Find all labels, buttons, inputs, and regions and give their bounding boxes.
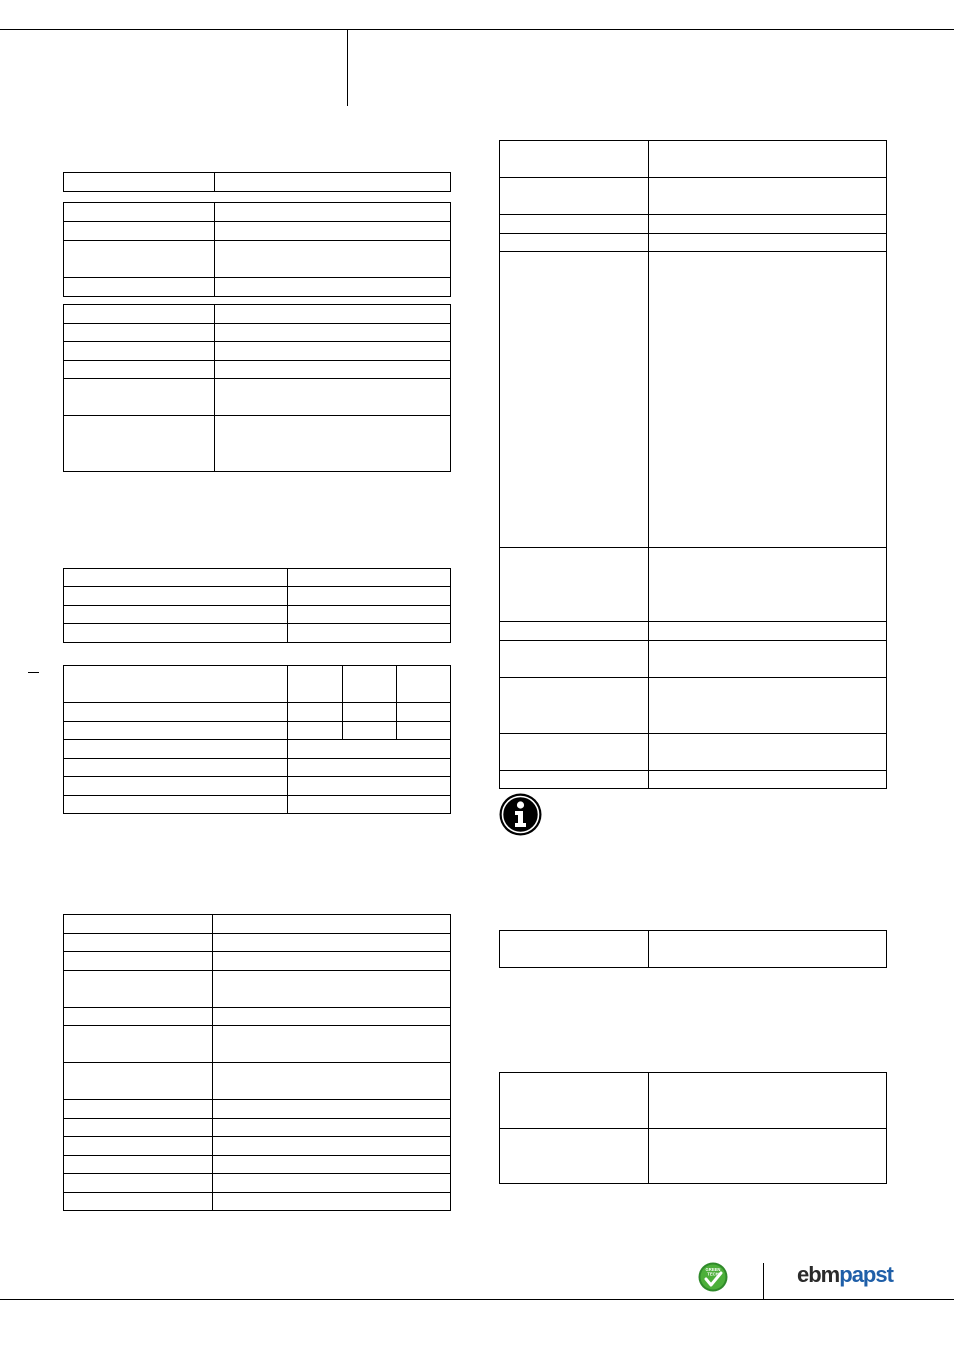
table-row bbox=[500, 1129, 887, 1184]
header-divider bbox=[347, 29, 348, 106]
table-row bbox=[64, 1008, 451, 1026]
table-row bbox=[64, 1174, 451, 1193]
info-icon bbox=[499, 793, 542, 836]
table-row bbox=[64, 1063, 451, 1100]
logo-part2: papst bbox=[839, 1262, 893, 1287]
badge-line2: TECH bbox=[707, 1271, 719, 1277]
table-row bbox=[64, 416, 451, 472]
table-row bbox=[64, 342, 451, 361]
table-row bbox=[64, 222, 451, 241]
table-row bbox=[500, 622, 887, 641]
spec-table-left-1 bbox=[63, 172, 451, 192]
table-row bbox=[64, 759, 451, 777]
table-row bbox=[64, 324, 451, 342]
spec-table-left-3 bbox=[63, 304, 451, 472]
footer-logo-divider bbox=[763, 1263, 764, 1300]
table-row bbox=[64, 703, 451, 722]
table-row bbox=[500, 1073, 887, 1129]
checkmark-badge-icon bbox=[698, 1262, 728, 1292]
spec-table-right-3 bbox=[499, 1072, 887, 1184]
table-row bbox=[64, 361, 451, 379]
table-row bbox=[64, 305, 451, 324]
table-row bbox=[64, 1100, 451, 1119]
table-row bbox=[64, 915, 451, 934]
brand-logo bbox=[797, 1261, 893, 1289]
table-row bbox=[64, 1193, 451, 1211]
table-row bbox=[500, 548, 887, 622]
table-row bbox=[64, 1137, 451, 1156]
table-row bbox=[500, 141, 887, 178]
table-row bbox=[500, 641, 887, 678]
table-row bbox=[64, 173, 451, 192]
spec-table-right-1 bbox=[499, 140, 887, 789]
table-row bbox=[500, 215, 887, 234]
table-row bbox=[64, 740, 451, 759]
badge-line1: GREEN bbox=[705, 1267, 721, 1272]
spec-table-left-4 bbox=[63, 568, 451, 643]
table-row bbox=[64, 971, 451, 1008]
table-row bbox=[64, 606, 451, 624]
footer-rule bbox=[0, 1299, 954, 1300]
spec-table-left-2 bbox=[63, 202, 451, 297]
table-row bbox=[64, 569, 451, 587]
table-row bbox=[64, 587, 451, 606]
table-row bbox=[64, 203, 451, 222]
table-row bbox=[500, 178, 887, 215]
table-row bbox=[500, 252, 887, 548]
table-row bbox=[64, 1119, 451, 1137]
spec-table-left-5 bbox=[63, 665, 451, 814]
table-row bbox=[64, 934, 451, 952]
spec-table-left-6 bbox=[63, 914, 451, 1211]
table-row bbox=[64, 1156, 451, 1174]
table-row bbox=[500, 678, 887, 734]
table-row bbox=[500, 734, 887, 771]
logo-part1: ebm bbox=[797, 1262, 840, 1287]
table-row bbox=[500, 931, 887, 968]
table-row bbox=[500, 771, 887, 789]
table-row bbox=[64, 666, 451, 703]
header-top-rule bbox=[0, 29, 954, 30]
table-row bbox=[64, 722, 451, 740]
spec-table-right-2 bbox=[499, 930, 887, 968]
table-row bbox=[500, 234, 887, 252]
table-row bbox=[64, 379, 451, 416]
table-row bbox=[64, 241, 451, 278]
table-row bbox=[64, 624, 451, 643]
table-row bbox=[64, 278, 451, 297]
table-row bbox=[64, 796, 451, 814]
table-row bbox=[64, 952, 451, 971]
table-row bbox=[64, 777, 451, 796]
margin-dash bbox=[28, 672, 39, 673]
table-row bbox=[64, 1026, 451, 1063]
